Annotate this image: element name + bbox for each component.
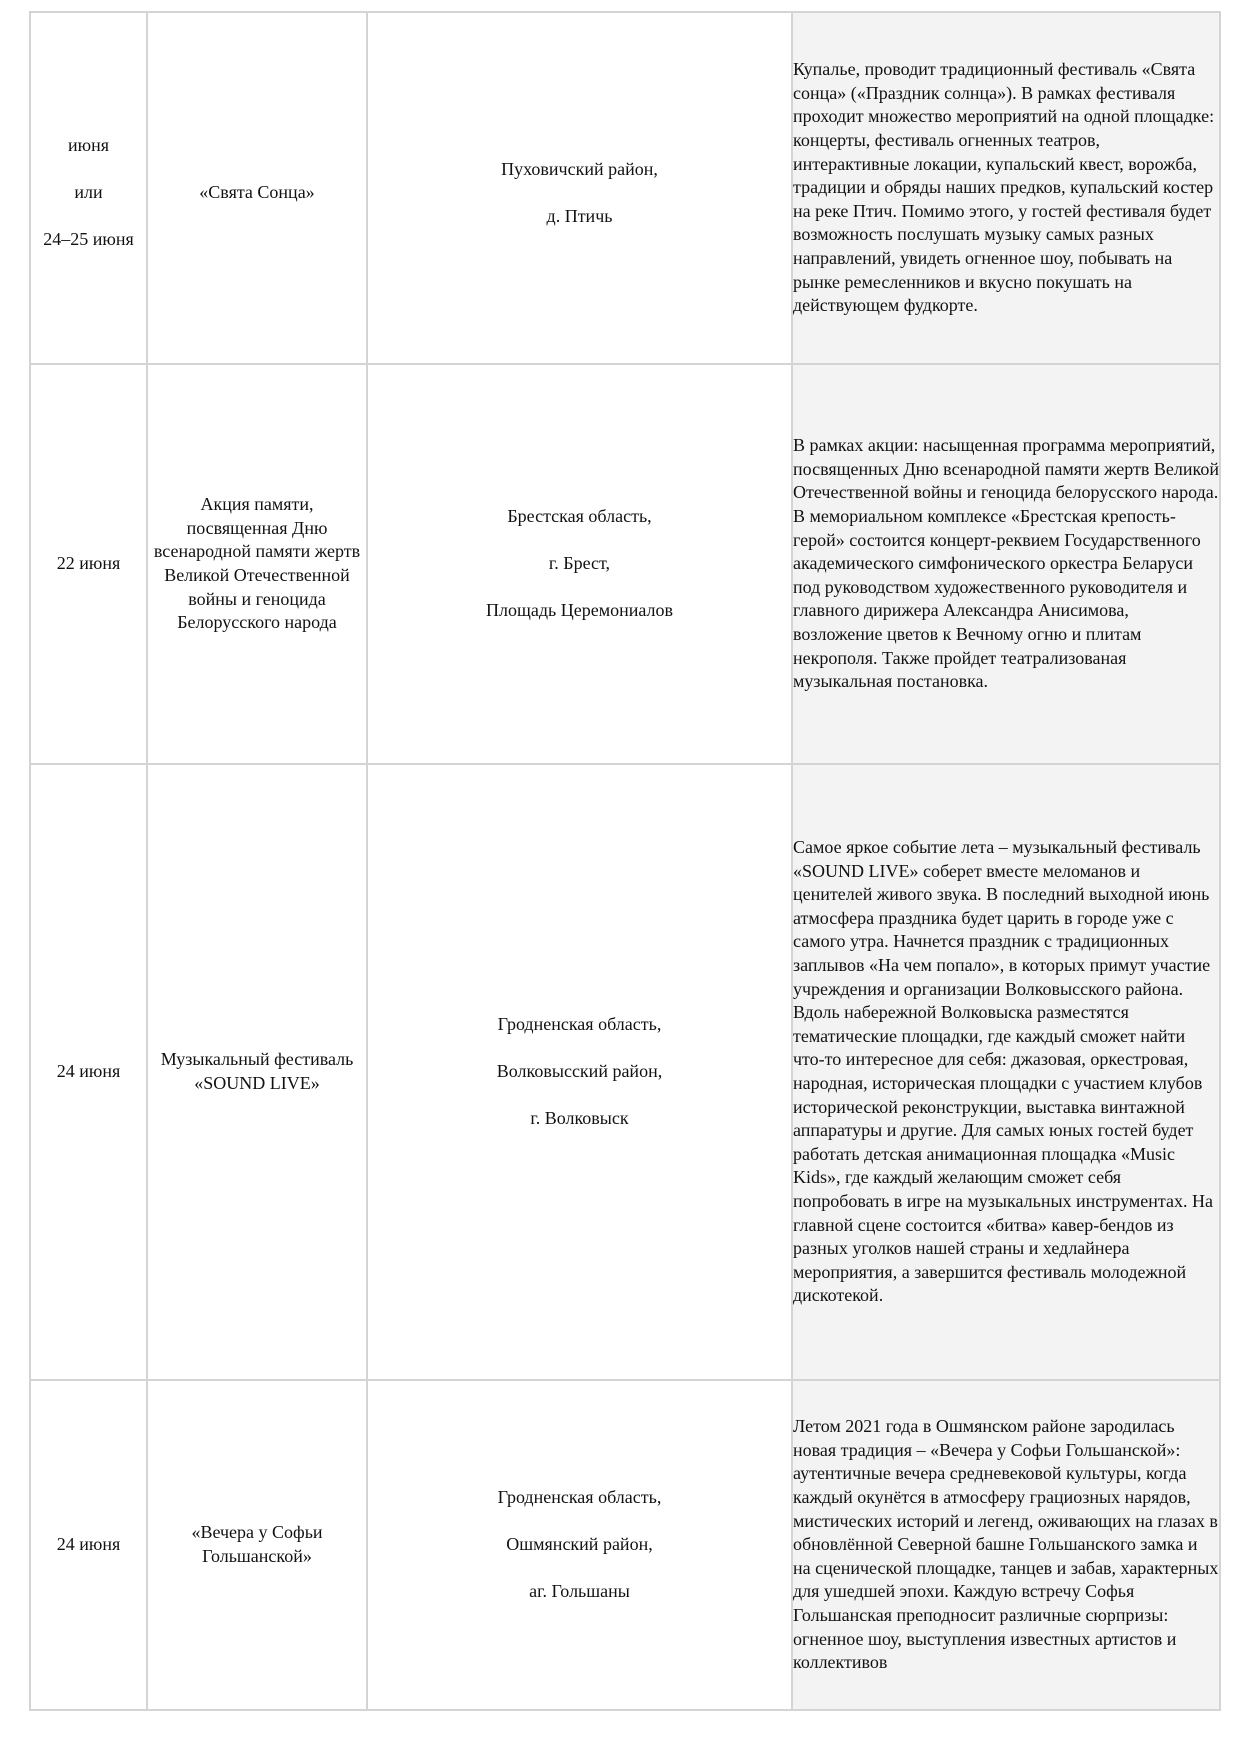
event-name: Музыкальный фестиваль «SOUND LIVE»: [160, 1049, 354, 1093]
date-cell: [30, 12, 147, 364]
table-row: [30, 764, 1220, 1380]
event-description: Самое яркое событие лета – музыкальный фестиваль «SOUND LIVE» соберет вместе меломанов и ценителей живого звука. В последний выходной июнь атмосфера праздника будет царить в городе уже с самого утра. Начнется праздник с традиционных заплывов «На чем попало», в которых примут участие учреждения и организации Волковысского района. Вдоль набережной Волковыска разместятся тематические площадки, где каждый сможет найти что-то интересное для себя: джазовая, оркестровая, народная, историческая площадки с участием клубов исторической реконструкции, выставка винтажной аппаратуры и другие. Для самых юных гостей будет работать детская анимационная площадка «Music Kids», где каждый желающим сможет себя попробовать в игре на музыкальных инструментах. На главной сцене состоится «битва» кавер-бендов из разных уголков нашей страны и хедлайнера мероприятия, а завершится фестиваль молодежной дискотекой.: [793, 837, 1213, 1306]
place-line: Пуховичский район,: [501, 158, 658, 179]
event-name-cell: [147, 1380, 367, 1710]
date-line: или: [74, 182, 103, 203]
place-line: аг. Гольшаны: [529, 1581, 630, 1602]
description-cell: [792, 364, 1220, 764]
place-line: г. Волковыск: [530, 1108, 629, 1129]
event-name-cell: [147, 12, 367, 364]
place-line: г. Брест,: [548, 553, 611, 574]
table-row: [30, 12, 1220, 364]
description-cell: [792, 12, 1220, 364]
place-cell: [367, 364, 792, 764]
event-description: Купалье, проводит традиционный фестиваль «Свята сонца» («Праздник солнца»). В рамках фестиваля проходит множество мероприятий на одной площадке: концерты, фестиваль огненных театров, интерактивные локации, купальский квест, ворожба, традиции и обряды наших предков, купальский костер на реке Птич. Помимо этого, у гостей фестиваля будет возможность послушать музыку самых разных направлений, увидеть огненное шоу, побывать на рынке ремесленников и вкусно покушать на действующем фудкорте.: [793, 59, 1215, 316]
event-name: «Свята Сонца»: [199, 182, 315, 203]
event-description: В рамках акции: насыщенная программа мероприятий, посвященных Дню всенародной памяти жертв Великой Отечественной войны и геноцида белорусского народа. В мемориальном комплексе «Брестская крепость-герой» состоится концерт-реквием Государственного академического симфонического оркестра Беларуси под руководством художественного руководителя и главного дирижера Александра Анисимова, возложение цветов к Вечному огню и плитам некрополя. Также пройдет театрализованая музыкальная постановка.: [793, 435, 1219, 692]
date-line: июня: [68, 135, 109, 156]
event-name-cell: [147, 364, 367, 764]
table-row: [30, 364, 1220, 764]
place-line: д. Птичь: [546, 205, 613, 226]
event-name: «Вечера у Софьи Гольшанской»: [191, 1522, 323, 1566]
event-name: Акция памяти, посвященная Дню всенародной памяти жертв Великой Отечественной войны и геноцида Белорусского народа: [153, 494, 361, 633]
place-cell: [367, 12, 792, 364]
date-line: 24 июня: [56, 1061, 121, 1082]
place-line: Ошмянский район,: [506, 1534, 653, 1555]
date-line: 24–25 июня: [43, 229, 134, 250]
place-cell: [367, 1380, 792, 1710]
place-line: Волковысский район,: [496, 1061, 663, 1082]
date-line: 24 июня: [56, 1534, 121, 1555]
table-row: [30, 1380, 1220, 1710]
date-cell: [30, 364, 147, 764]
date-line: 22 июня: [56, 553, 121, 574]
description-cell: [792, 1380, 1220, 1710]
place-cell: [367, 764, 792, 1380]
place-line: Брестская область,: [507, 506, 652, 527]
place-line: Гродненская область,: [497, 1014, 662, 1035]
events-table: [29, 11, 1221, 1711]
description-cell: [792, 764, 1220, 1380]
date-cell: [30, 764, 147, 1380]
place-line: Площадь Церемониалов: [486, 600, 673, 621]
event-description: Летом 2021 года в Ошмянском районе зародилась новая традиция – «Вечера у Софьи Гольшанской»: аутентичные вечера средневековой культуры, когда каждый окунётся в атмосферу грациозных нарядов, мистических историй и легенд, оживающих на глазах в обновлённой Северной башне Гольшанского замка и на сценической площадке, танцев и забав, характерных для ушедшей эпохи. Каждую встречу Софья Гольшанская преподносит различные сюрпризы: огненное шоу, выступления известных артистов и коллективов: [793, 1416, 1219, 1673]
place-line: Гродненская область,: [497, 1487, 662, 1508]
date-cell: [30, 1380, 147, 1710]
event-name-cell: [147, 764, 367, 1380]
